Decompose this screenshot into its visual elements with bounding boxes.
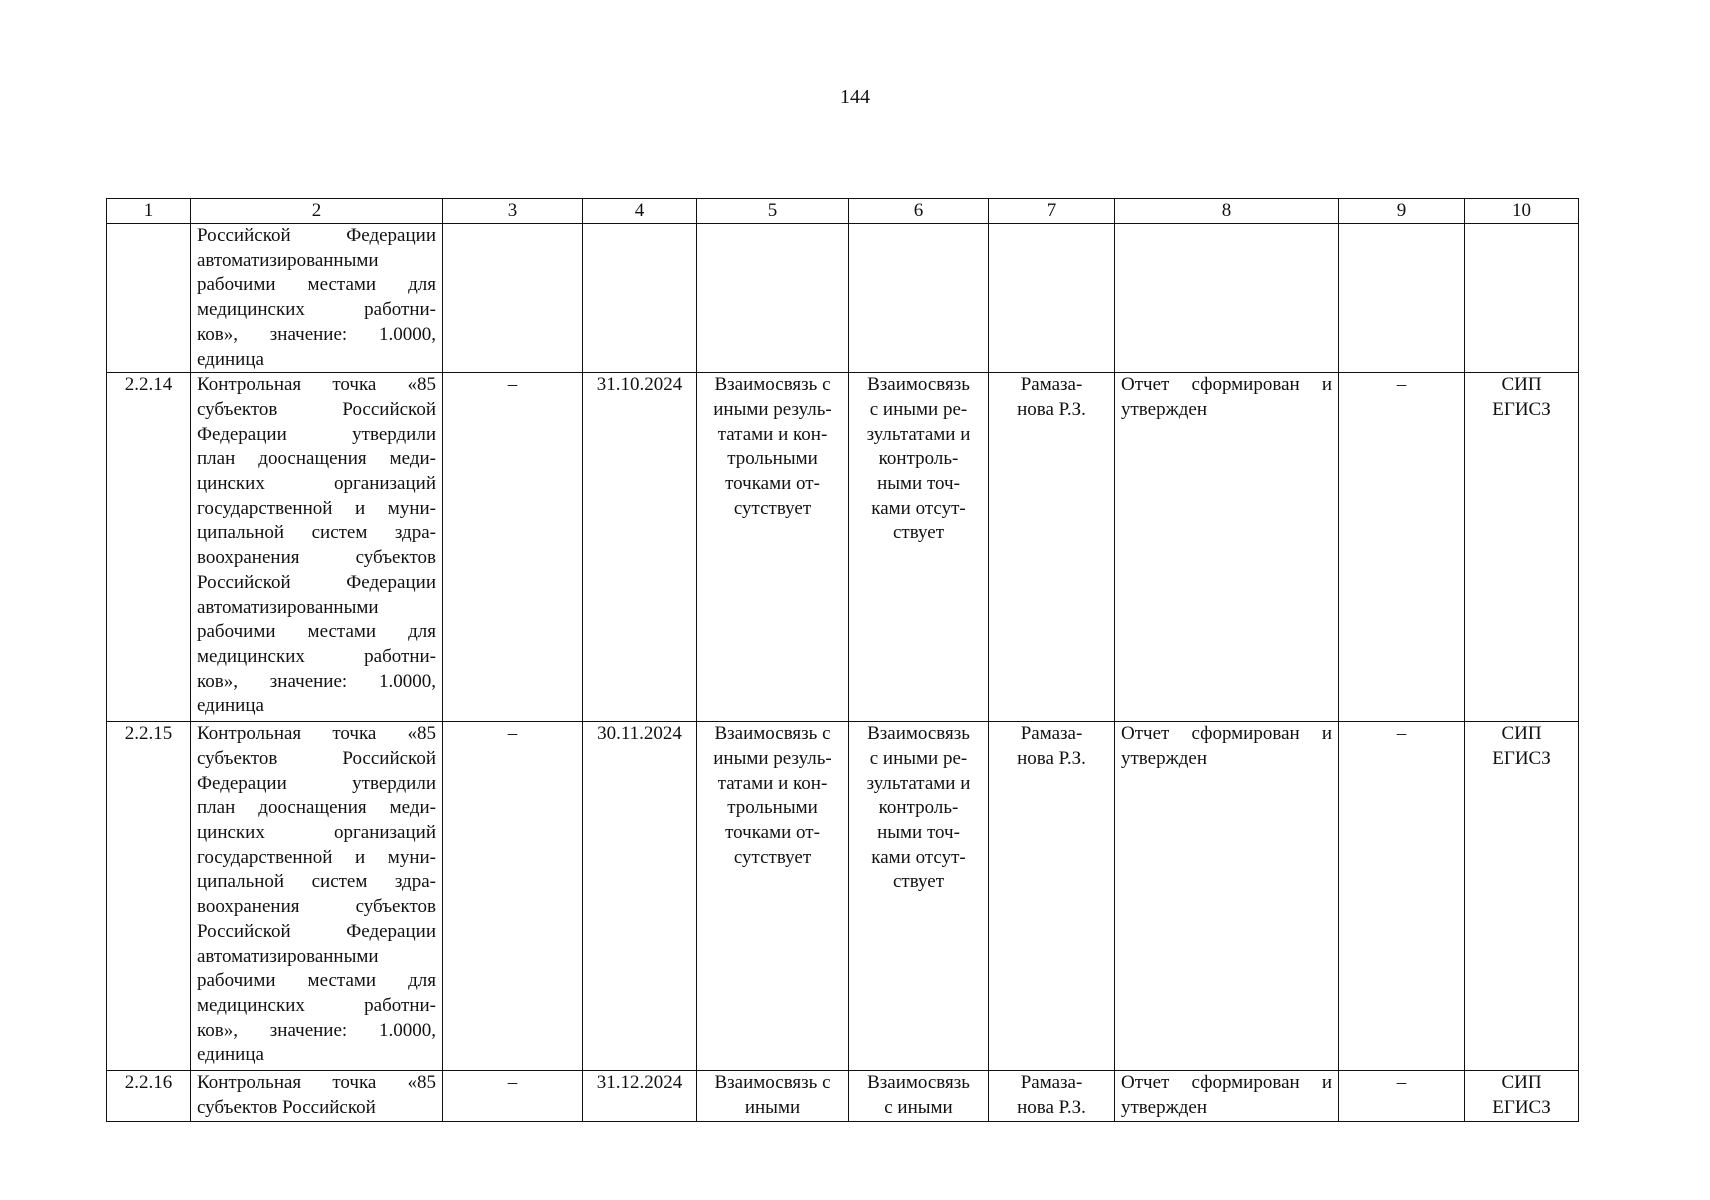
- column-header-1: 1: [107, 199, 191, 224]
- cell-text-line: сутствует: [733, 497, 812, 519]
- column-9-cell: [1339, 224, 1465, 373]
- cell-text-line: ными точ-: [877, 473, 960, 495]
- cell-text-line: единица: [197, 348, 264, 370]
- column-header-10: 10: [1465, 199, 1579, 224]
- column-3-cell: –: [443, 373, 583, 722]
- cell-text-line: субъектов Российской: [197, 398, 436, 420]
- row-number-cell: 2.2.16: [107, 1071, 191, 1121]
- cell-text-line: медицинских работни-: [197, 299, 436, 321]
- cell-text-line: воохранения субъектов: [197, 547, 436, 569]
- responsible-cell: [989, 722, 1115, 1071]
- cell-text-line: ствует: [892, 871, 945, 893]
- cell-text-line: с иными ре-: [869, 398, 968, 420]
- information-system-cell: [1465, 373, 1579, 722]
- cell-text-line: нова Р.З.: [1017, 747, 1086, 769]
- cell-text-line: с иными ре-: [869, 747, 968, 769]
- cell-text-line: государственной и муни-: [197, 497, 436, 519]
- cell-text-line: утвержден: [1121, 398, 1207, 420]
- cell-text-line: рабочими местами для: [197, 621, 436, 643]
- cell-text-line: цинских организаций: [197, 822, 436, 844]
- cell-text-line: Российской Федерации: [197, 571, 436, 593]
- cell-text-line: утвержден: [1121, 1096, 1207, 1118]
- table-body: [107, 224, 1579, 1122]
- cell-text-line: СИП: [1501, 374, 1542, 396]
- deadline-date-cell: 31.10.2024: [583, 373, 697, 722]
- cell-text-line: Отчет сформирован и: [1121, 1072, 1332, 1094]
- cell-text-line: ЕГИСЗ: [1492, 747, 1551, 769]
- document-cell: [1115, 224, 1339, 373]
- cell-text-line: медицинских работни-: [197, 994, 436, 1016]
- cell-text-line: субъектов Российской: [197, 1096, 376, 1118]
- cell-text-line: трольными: [727, 797, 818, 819]
- column-3-cell: –: [443, 1071, 583, 1121]
- cell-text-line: иными резуль-: [713, 747, 832, 769]
- page-number: 144: [840, 86, 870, 108]
- cell-text-line: воохранения субъектов: [197, 896, 436, 918]
- cell-text-line: татами и кон-: [717, 772, 828, 794]
- cell-text-line: план дооснащения меди-: [197, 448, 436, 470]
- column-header-7: 7: [989, 199, 1115, 224]
- cell-text-line: Взаимосвязь с: [714, 1072, 831, 1094]
- cell-text-line: Контрольная точка «85: [197, 723, 436, 745]
- relation-results-cell: [697, 224, 849, 373]
- cell-text-line: Рамаза-: [1020, 374, 1083, 396]
- cell-text-line: зультатами и: [866, 772, 971, 794]
- row-number-cell: [107, 224, 191, 373]
- cell-text-line: ков», значение: 1.0000,: [197, 1019, 436, 1041]
- relation-points-cell: [849, 1071, 989, 1121]
- cell-text-line: ками отсут-: [871, 497, 966, 519]
- cell-text-line: рабочими местами для: [197, 970, 436, 992]
- cell-text-line: нова Р.З.: [1017, 1096, 1086, 1118]
- cell-text-line: план дооснащения меди-: [197, 797, 436, 819]
- column-header-9: 9: [1339, 199, 1465, 224]
- column-header-3: 3: [443, 199, 583, 224]
- cell-text-line: ками отсут-: [871, 846, 966, 868]
- cell-text-line: автоматизированными: [197, 945, 379, 967]
- row-number-cell: 2.2.14: [107, 373, 191, 722]
- cell-text-line: Контрольная точка «85: [197, 374, 436, 396]
- cell-text-line: единица: [197, 1044, 264, 1066]
- cell-text-line: утвержден: [1121, 747, 1207, 769]
- deadline-date-cell: [583, 224, 697, 373]
- column-9-cell: –: [1339, 1071, 1465, 1121]
- cell-text-line: Взаимосвязь с: [714, 374, 831, 396]
- cell-text-line: цинских организаций: [197, 473, 436, 495]
- cell-text-line: Взаимосвязь: [867, 1072, 970, 1094]
- relation-points-cell: [849, 722, 989, 1071]
- responsible-cell: [989, 1071, 1115, 1121]
- document-cell: [1115, 722, 1339, 1071]
- deadline-date-cell: 31.12.2024: [583, 1071, 697, 1121]
- cell-text-line: ципальной систем здра-: [197, 522, 436, 544]
- relation-results-cell: [697, 373, 849, 722]
- table-row: [107, 1071, 1579, 1121]
- relation-points-cell: [849, 373, 989, 722]
- cell-text-line: СИП: [1501, 723, 1542, 745]
- control-points-table: [106, 198, 1579, 1122]
- control-point-name-cell: [191, 224, 443, 373]
- document-cell: [1115, 1071, 1339, 1121]
- cell-text-line: Российской Федерации: [197, 225, 436, 246]
- cell-text-line: иными резуль-: [713, 398, 832, 420]
- column-header-5: 5: [697, 199, 849, 224]
- cell-text-line: государственной и муни-: [197, 846, 436, 868]
- cell-text-line: ков», значение: 1.0000,: [197, 323, 436, 345]
- information-system-cell: [1465, 224, 1579, 373]
- cell-text-line: контроль-: [878, 797, 959, 819]
- cell-text-line: Рамаза-: [1020, 1072, 1083, 1094]
- table-row: [107, 224, 1579, 373]
- relation-points-cell: [849, 224, 989, 373]
- column-header-8: 8: [1115, 199, 1339, 224]
- cell-text-line: ствует: [892, 522, 945, 544]
- cell-text-line: автоматизированными: [197, 596, 379, 618]
- cell-text-line: ков», значение: 1.0000,: [197, 670, 436, 692]
- cell-text-line: зультатами и: [866, 423, 971, 445]
- cell-text-line: Рамаза-: [1020, 723, 1083, 745]
- cell-text-line: татами и кон-: [717, 423, 828, 445]
- document-cell: [1115, 373, 1339, 722]
- cell-text-line: Российской Федерации: [197, 920, 436, 942]
- cell-text-line: СИП: [1501, 1072, 1542, 1094]
- information-system-cell: [1465, 722, 1579, 1071]
- cell-text-line: ЕГИСЗ: [1492, 1096, 1551, 1118]
- cell-text-line: Отчет сформирован и: [1121, 374, 1332, 396]
- column-header-2: 2: [191, 199, 443, 224]
- cell-text-line: трольными: [727, 448, 818, 470]
- cell-text-line: ными точ-: [877, 822, 960, 844]
- cell-text-line: иными: [744, 1096, 801, 1118]
- column-9-cell: –: [1339, 373, 1465, 722]
- cell-text-line: ЕГИСЗ: [1492, 398, 1551, 420]
- deadline-date-cell: 30.11.2024: [583, 722, 697, 1071]
- control-point-name-cell: [191, 373, 443, 722]
- cell-text-line: с иными: [884, 1096, 953, 1118]
- relation-results-cell: [697, 1071, 849, 1121]
- cell-text-line: субъектов Российской: [197, 747, 436, 769]
- column-header-6: 6: [849, 199, 989, 224]
- cell-text-line: Отчет сформирован и: [1121, 723, 1332, 745]
- cell-text-line: точками от-: [725, 822, 820, 844]
- row-number-cell: 2.2.15: [107, 722, 191, 1071]
- cell-text-line: точками от-: [725, 473, 820, 495]
- control-point-name-cell: [191, 1071, 443, 1121]
- column-3-cell: [443, 224, 583, 373]
- cell-text-line: рабочими местами для: [197, 274, 436, 296]
- cell-text-line: ципальной систем здра-: [197, 871, 436, 893]
- cell-text-line: единица: [197, 695, 264, 717]
- cell-text-line: Взаимосвязь: [867, 374, 970, 396]
- cell-text-line: Федерации утвердили: [197, 423, 436, 445]
- control-point-name-cell: [191, 722, 443, 1071]
- cell-text-line: медицинских работни-: [197, 645, 436, 667]
- cell-text-line: сутствует: [733, 846, 812, 868]
- information-system-cell: [1465, 1071, 1579, 1121]
- column-header-4: 4: [583, 199, 697, 224]
- cell-text-line: автоматизированными: [197, 249, 379, 271]
- cell-text-line: контроль-: [878, 448, 959, 470]
- table-row: [107, 722, 1579, 1071]
- table-row: [107, 373, 1579, 722]
- cell-text-line: Федерации утвердили: [197, 772, 436, 794]
- column-3-cell: –: [443, 722, 583, 1071]
- cell-text-line: Взаимосвязь с: [714, 723, 831, 745]
- responsible-cell: [989, 373, 1115, 722]
- cell-text-line: нова Р.З.: [1017, 398, 1086, 420]
- cell-text-line: Взаимосвязь: [867, 723, 970, 745]
- header-row: [107, 199, 1579, 224]
- column-9-cell: –: [1339, 722, 1465, 1071]
- relation-results-cell: [697, 722, 849, 1071]
- cell-text-line: Контрольная точка «85: [197, 1072, 436, 1094]
- responsible-cell: [989, 224, 1115, 373]
